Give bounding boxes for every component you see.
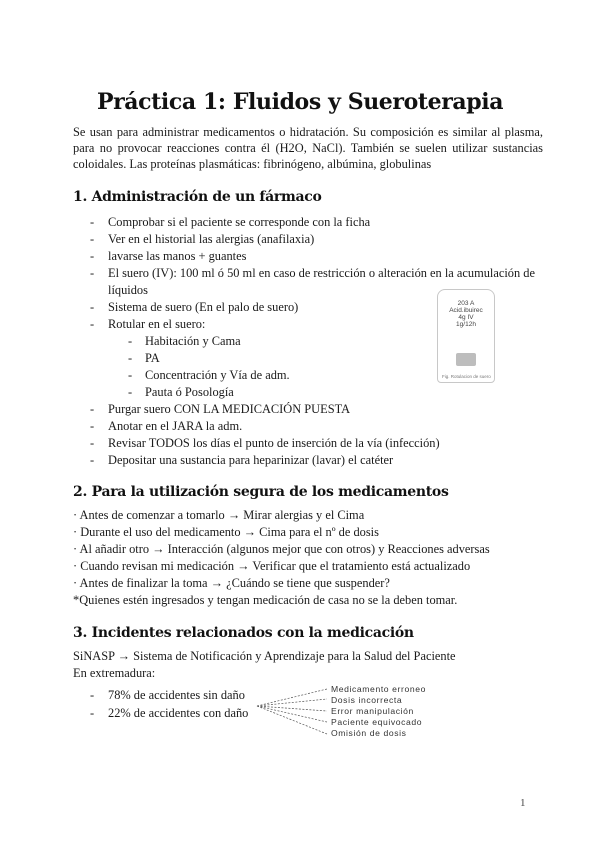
list-item: - 22% de accidentes con daño bbox=[90, 705, 249, 720]
error-fan-diagram bbox=[255, 684, 335, 740]
serum-label-text: 203 A Acid.ibuirec 4g IV 1g/12h bbox=[449, 300, 483, 328]
section3-heading: 3. Incidentes relacionados con la medicación bbox=[73, 625, 414, 641]
page-title: Práctica 1: Fluidos y Sueroterapia bbox=[96, 88, 504, 115]
list-item: - 78% de accidentes sin daño bbox=[90, 688, 245, 702]
sub-list-item: - Habitación y Cama bbox=[128, 334, 241, 348]
list-item: - Depositar una sustancia para heparinizar (lavar) el catéter bbox=[90, 453, 394, 467]
section2-heading: 2. Para la utilización segura de los medicamentos bbox=[73, 484, 449, 500]
sinasp-line: SiNASP → Sistema de Notificación y Aprendizaje para la Salud del Paciente bbox=[73, 649, 456, 663]
list-item: - Ver en el historial las alergias (anafilaxia) bbox=[90, 232, 315, 246]
serum-bag-shape bbox=[456, 353, 476, 366]
section1-heading: 1. Administración de un fármaco bbox=[73, 189, 322, 205]
list-item: - El suero (IV): 100 ml ó 50 ml en caso de restricción o alteración en la acumulación de líquidos bbox=[90, 266, 535, 297]
region-line: En extremadura: bbox=[73, 666, 156, 680]
list-item: · Antes de finalizar la toma → ¿Cuándo se tiene que suspender? bbox=[73, 576, 390, 590]
list-item: - Sistema de suero (En el palo de suero) bbox=[90, 300, 299, 314]
list-item: - Rotular en el suero: bbox=[90, 317, 206, 331]
list-item: · Al añadir otro → Interacción (algunos mejor que con otros) y Reacciones adversas bbox=[73, 542, 490, 556]
list-item: - lavarse las manos + guantes bbox=[90, 249, 247, 263]
sub-list-item: - PA bbox=[128, 351, 160, 365]
page-number: 1 bbox=[520, 797, 526, 809]
sub-list-item: - Pauta ó Posología bbox=[128, 385, 234, 399]
sinasp-block bbox=[73, 648, 543, 682]
sub-list-item: - Concentración y Vía de adm. bbox=[128, 368, 290, 382]
safe-use-list bbox=[73, 507, 543, 609]
list-item: - Revisar TODOS los días el punto de inserción de la vía (infección) bbox=[90, 436, 440, 450]
intro-paragraph: Se usan para administrar medicamentos o hidratación. Su composición es similar al plasma, para no provocar reacciones contra él (H2O, NaCl). También se suelen utilizar sustancias coloidales. Las proteínas plasmáticas: fibrinógeno, albúmina, globulinas bbox=[73, 125, 543, 171]
list-item: Medicamento erroneo bbox=[331, 684, 426, 694]
list-item: - Purgar suero CON LA MEDICACIÓN PUESTA bbox=[90, 402, 351, 416]
list-item: Error manipulación bbox=[331, 706, 414, 716]
figure-caption: Fig. Rotulacion de suero bbox=[442, 374, 491, 379]
list-item: Omisión de dosis bbox=[331, 728, 407, 738]
fan-line bbox=[257, 699, 327, 706]
list-item: · Durante el uso del medicamento → Cima para el nº de dosis bbox=[73, 525, 379, 539]
error-types-list bbox=[331, 684, 426, 739]
list-item: · Cuando revisan mi medicación → Verificar que el tratamiento está actualizado bbox=[73, 559, 471, 573]
incident-stats-list bbox=[73, 687, 248, 722]
serum-label-figure bbox=[437, 289, 495, 383]
list-item: - Anotar en el JARA la adm. bbox=[90, 419, 243, 433]
list-item: Paciente equivocado bbox=[331, 717, 423, 727]
fan-line bbox=[257, 689, 327, 706]
list-item: Dosis incorrecta bbox=[331, 695, 403, 705]
list-item: - Comprobar si el paciente se corresponde con la ficha bbox=[90, 215, 371, 229]
note: *Quienes estén ingresados y tengan medicación de casa no se la deben tomar. bbox=[73, 593, 458, 607]
list-item: · Antes de comenzar a tomarlo → Mirar alergias y el Cima bbox=[73, 508, 365, 522]
